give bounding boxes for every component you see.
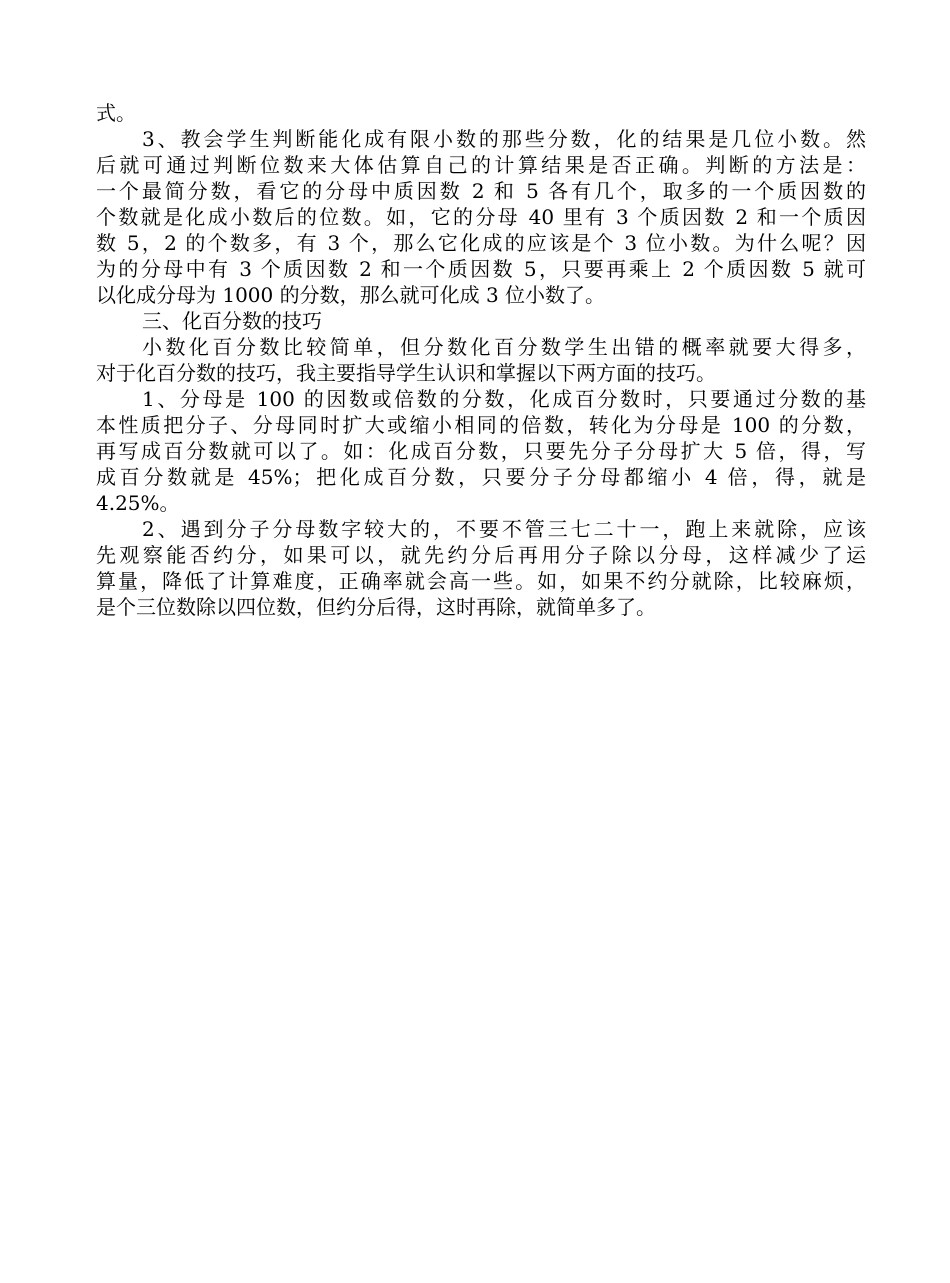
text-line: 4.25%。 — [96, 491, 180, 515]
text-line: 对于化百分数的技巧，我主要指导学生认识和掌握以下两方面的技巧。 — [96, 361, 716, 385]
text-line: 小数化百分数比较简单，但分数化百分数学生出错的概率就要大得多， — [142, 335, 866, 359]
text-line: 成百分数就是 45%；把化成百分数，只要分子分母都缩小 4 倍，得，就是 — [96, 465, 866, 489]
text-line: 后就可通过判断位数来大体估算自己的计算结果是否正确。判断的方法是： — [96, 153, 866, 177]
text-line: 以化成分母为 1000 的分数，那么就可化成 3 位小数了。 — [96, 283, 606, 307]
text-line: 再写成百分数就可以了。如：化成百分数，只要先分子分母扩大 5 倍，得，写 — [96, 439, 866, 463]
text-line: 2、遇到分子分母数字较大的，不要不管三七二十一，跑上来就除，应该 — [142, 517, 866, 541]
text-line: 数 5，2 的个数多，有 3 个，那么它化成的应该是个 3 位小数。为什么呢？因 — [96, 231, 866, 255]
text-line: 1、分母是 100 的因数或倍数的分数，化成百分数时，只要通过分数的基 — [142, 387, 866, 411]
text-line: 一个最简分数，看它的分母中质因数 2 和 5 各有几个，取多的一个质因数的 — [96, 179, 866, 203]
text-line: 本性质把分子、分母同时扩大或缩小相同的倍数，转化为分母是 100 的分数， — [96, 413, 866, 437]
text-line: 个数就是化成小数后的位数。如，它的分母 40 里有 3 个质因数 2 和一个质因 — [96, 205, 866, 229]
text-line: 算量，降低了计算难度，正确率就会高一些。如，如果不约分就除，比较麻烦， — [96, 569, 866, 593]
text-line: 式。 — [96, 101, 136, 125]
text-line: 先观察能否约分，如果可以，就先约分后再用分子除以分母，这样减少了运 — [96, 543, 866, 567]
text-line: 是个三位数除以四位数，但约分后得，这时再除，就简单多了。 — [96, 595, 656, 619]
section-heading: 三、化百分数的技巧 — [142, 309, 322, 333]
text-line: 3、教会学生判断能化成有限小数的那些分数，化的结果是几位小数。然 — [142, 127, 866, 151]
text-line: 为的分母中有 3 个质因数 2 和一个质因数 5，只要再乘上 2 个质因数 5 就可 — [96, 257, 866, 281]
document-body — [96, 100, 866, 620]
